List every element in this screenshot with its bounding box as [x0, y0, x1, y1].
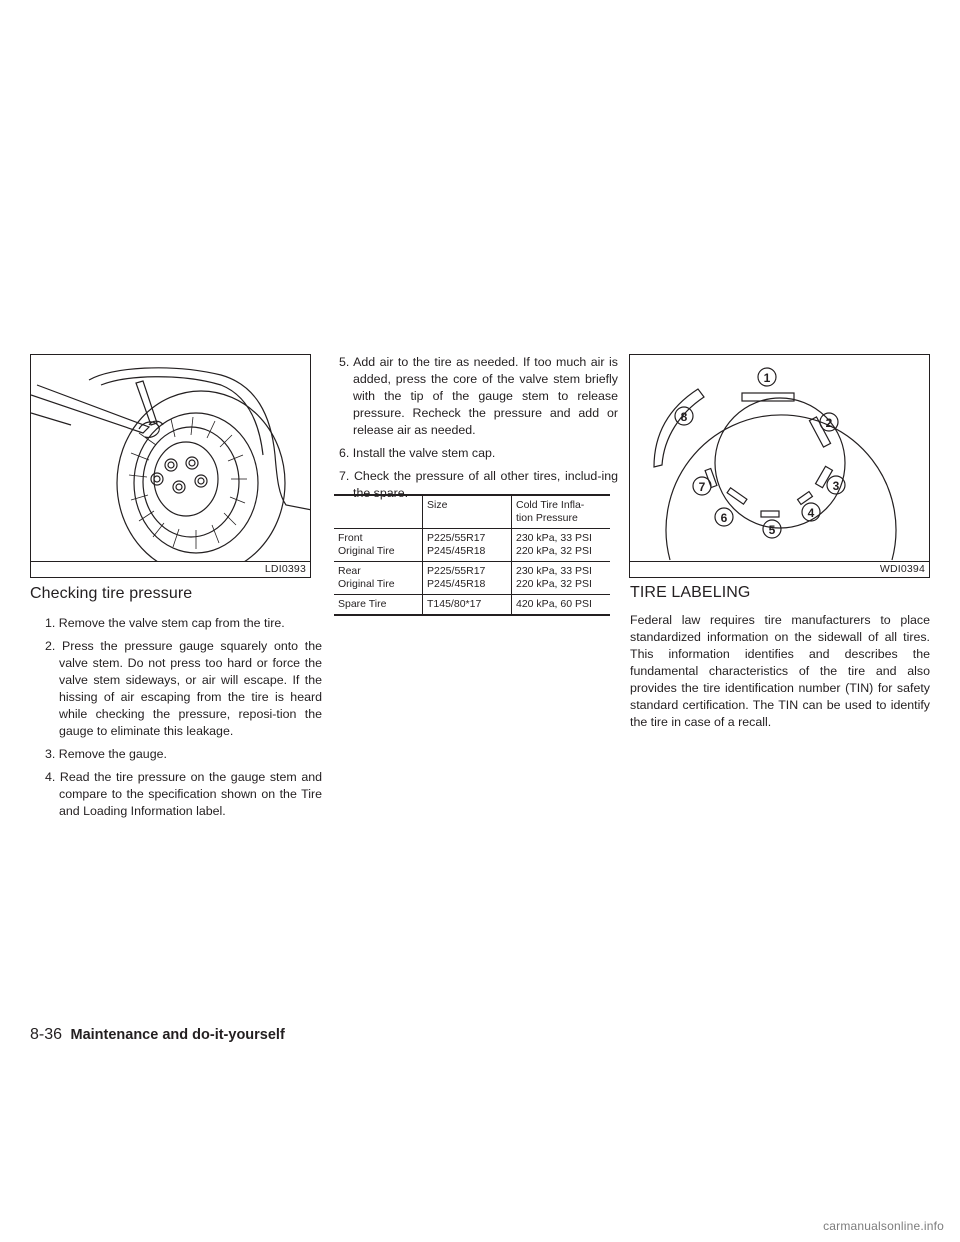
- label-mark-5: [761, 511, 779, 517]
- middle-steps-list: [332, 354, 618, 508]
- table-cell: 230 kPa, 33 PSI 220 kPa, 32 PSI: [512, 562, 611, 595]
- table-cell: 230 kPa, 33 PSI 220 kPa, 32 PSI: [512, 529, 611, 562]
- list-item: 2. Press the pressure gauge squarely onto the valve stem. Do not press too hard or force the valve stem sideways, or air will escape. If the hissing of air escaping from the tire is heard while checking the pressure, reposi-tion the gauge to eliminate this leakage.: [45, 639, 322, 738]
- table-header: [334, 495, 423, 529]
- page-footer: [30, 1026, 285, 1044]
- watermark: carmanualsonline.info: [823, 1219, 944, 1233]
- tire-pressure-table: [334, 494, 610, 616]
- label-mark-6: [727, 488, 747, 504]
- left-steps-list: [38, 615, 322, 826]
- callout-7: 7: [698, 480, 706, 494]
- page-number: 8-36: [30, 1026, 63, 1043]
- table-row: [334, 529, 610, 562]
- table-header: Cold Tire Infla- tion Pressure: [512, 495, 611, 529]
- callout-8: 8: [680, 410, 688, 424]
- label-mark-8: [654, 389, 704, 467]
- table-row: [334, 562, 610, 595]
- tire-pressure-figure: [30, 354, 311, 578]
- label-mark-3: [816, 466, 833, 487]
- table-cell: Rear Original Tire: [334, 562, 423, 595]
- tire-labeling-figure: [629, 354, 930, 578]
- chapter-title: Maintenance and do-it-yourself: [70, 1027, 285, 1043]
- list-item: 1. Remove the valve stem cap from the tire.: [45, 616, 285, 630]
- table-cell: 420 kPa, 60 PSI: [512, 595, 611, 616]
- list-item: 5. Add air to the tire as needed. If too much air is added, press the core of the valve stem briefly with the tip of the gauge stem to release pressure. Recheck the pressure and add or release air as needed.: [339, 355, 618, 437]
- table-cell: Front Original Tire: [334, 529, 423, 562]
- callout-4: 4: [807, 506, 815, 520]
- list-item: 6. Install the valve stem cap.: [339, 446, 496, 460]
- callout-5: 5: [768, 523, 776, 537]
- section-heading: Checking tire pressure: [30, 585, 193, 602]
- table-row: [334, 595, 610, 616]
- table-header-row: [334, 495, 610, 529]
- figure-label: LDI0393: [31, 561, 310, 577]
- callout-1: 1: [763, 371, 771, 385]
- section-heading: TIRE LABELING: [630, 584, 751, 601]
- table-cell: Spare Tire: [334, 595, 423, 616]
- list-item: 4. Read the tire pressure on the gauge stem and compare to the specification shown on the Tire and Loading Information label.: [45, 770, 322, 818]
- list-item: 7. Check the pressure of all other tires, includ-ing the spare.: [339, 469, 618, 500]
- label-mark-1: [742, 393, 794, 401]
- callout-2: 2: [825, 416, 833, 430]
- table-cell: P225/55R17 P245/45R18: [423, 562, 512, 595]
- tire-sidewall-diagram: [630, 355, 930, 565]
- figure-label: WDI0394: [630, 561, 929, 577]
- tire-gauge-illustration: [31, 355, 311, 565]
- table-cell: T145/80*17: [423, 595, 512, 616]
- table-header: Size: [423, 495, 512, 529]
- callout-6: 6: [720, 511, 728, 525]
- table-cell: P225/55R17 P245/45R18: [423, 529, 512, 562]
- list-item: 3. Remove the gauge.: [45, 747, 167, 761]
- callout-3: 3: [832, 479, 840, 493]
- tire-labeling-paragraph: Federal law requires tire manufacturers to place standardized information on the sidewall of all tires. This information identifies and describes the fundamental characteristics of the tire and also provides the tire identification number (TIN) for safety standard certification. The TIN can be used to identify the tire in case of a recall.: [630, 613, 930, 729]
